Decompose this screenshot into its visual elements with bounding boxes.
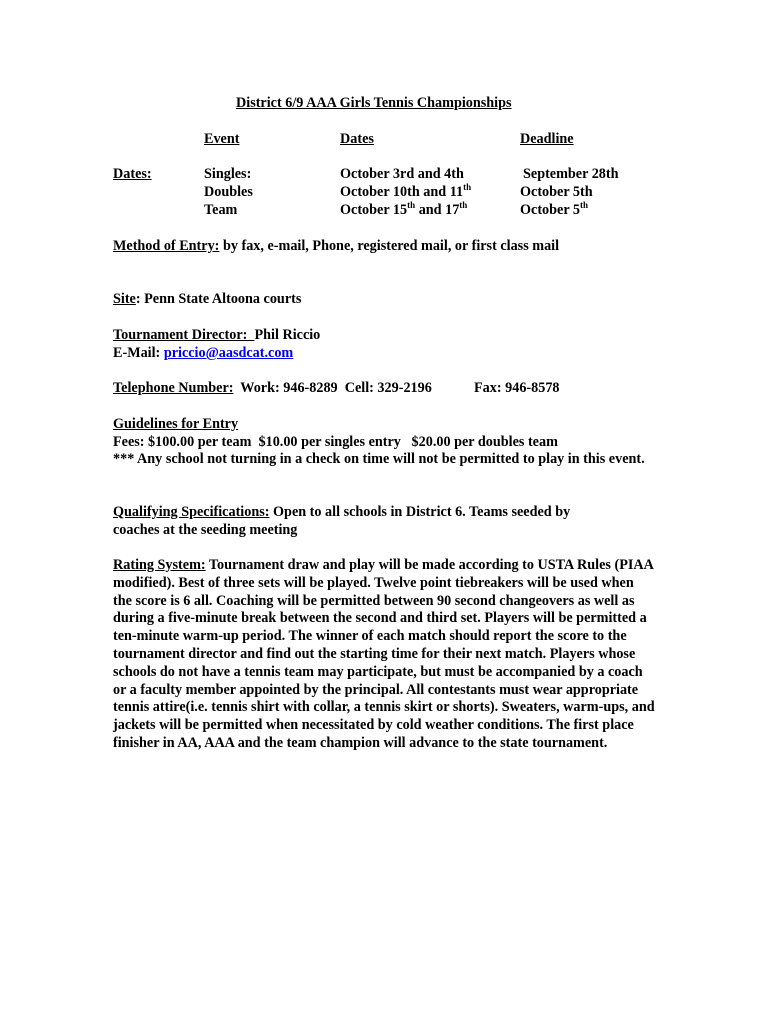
site-label: Site [113, 291, 136, 307]
event-team: Team [204, 202, 238, 218]
dates-doubles-sup: th [463, 182, 472, 192]
telephone-text: Work: 946-8289 Cell: 329-2196 [233, 380, 432, 396]
email [113, 344, 293, 362]
rating-system [113, 557, 655, 753]
column-header-deadline: Deadline [520, 131, 574, 147]
qualifying-specifications [113, 504, 613, 540]
tournament-director-label: Tournament Director: [113, 327, 255, 343]
telephone [113, 379, 432, 397]
column-header-dates-label: Dates [340, 131, 374, 147]
deadline-team-text: October 5 [520, 202, 581, 218]
rating-label: Rating System: [113, 557, 206, 573]
dates-team-text-a: October 15 [340, 202, 408, 218]
column-header-event-label: Event [204, 131, 240, 147]
dates-team [340, 201, 467, 219]
deadline-singles: September 28th [523, 166, 619, 182]
telephone-label: Telephone Number: [113, 380, 234, 396]
guidelines-note: *** Any school not turning in a check on time will not be permitted to play in this event. [113, 451, 645, 467]
dates-team-sup-b: th [459, 200, 468, 210]
site-text: : Penn State Altoona courts [135, 291, 302, 307]
column-header-dates [340, 130, 489, 148]
fax: Fax: 946-8578 [474, 380, 560, 396]
event-doubles: Doubles [204, 184, 253, 200]
email-link[interactable]: priccio@aasdcat.com [163, 345, 294, 361]
dates-singles: October 3rd and 4th [340, 166, 464, 182]
dates-team-text-b: and 17 [415, 202, 460, 218]
dates-row-label: Dates: [113, 166, 152, 182]
deadline-team-sup: th [580, 200, 589, 210]
guidelines-fees: Fees: $100.00 per team $10.00 per singles entry $20.00 per doubles team [113, 434, 558, 450]
site [113, 290, 301, 308]
tournament-director [113, 326, 320, 344]
page-title: District 6/9 AAA Girls Tennis Championships [236, 95, 512, 111]
method-of-entry-label: Method of Entry: [113, 238, 220, 254]
tournament-director-name: Phil Riccio [254, 327, 321, 343]
method-of-entry-text: by fax, e-mail, Phone, registered mail, or first class mail [219, 238, 560, 254]
deadline-doubles: October 5th [520, 184, 593, 200]
guidelines-heading: Guidelines for Entry [113, 416, 239, 432]
deadline-team [520, 201, 588, 219]
dates-doubles-text: October 10th and 11 [340, 184, 464, 200]
event-singles: Singles: [204, 166, 252, 182]
dates-team-sup-a: th [407, 200, 416, 210]
email-label: E-Mail: [113, 345, 164, 361]
dates-doubles [340, 183, 471, 201]
method-of-entry [113, 237, 559, 255]
column-header-event [204, 130, 303, 148]
rating-text: Tournament draw and play will be made according to USTA Rules (PIAA modified). Best of three sets will be played. Twelve point tiebreakers will be used when the score is 6 all. Coaching will be permitted between 90 second changeovers as well as during a five-minute break between the second and third set. Players will be permitted a ten-minute warm-up period. The winner of each match should report the score to the tournament director and find out the starting time for their next match. Players whose schools do not have a tennis team may participate, but must be accompanied by a coach or a faculty member appointed by the principal. All contestants must wear appropriate tennis attire(i.e. tennis shirt with collar, a tennis skirt or shorts). Sweaters, warm-ups, and jackets will be permitted when necessitated by cold weather conditions. The first place finisher in AA, AAA and the team champion will advance to the state tournament. [113, 557, 655, 751]
qualifying-text: Open to all schools in District 6. Teams seeded by coaches at the seeding meeting [113, 504, 571, 538]
qualifying-label: Qualifying Specifications: [113, 504, 270, 520]
